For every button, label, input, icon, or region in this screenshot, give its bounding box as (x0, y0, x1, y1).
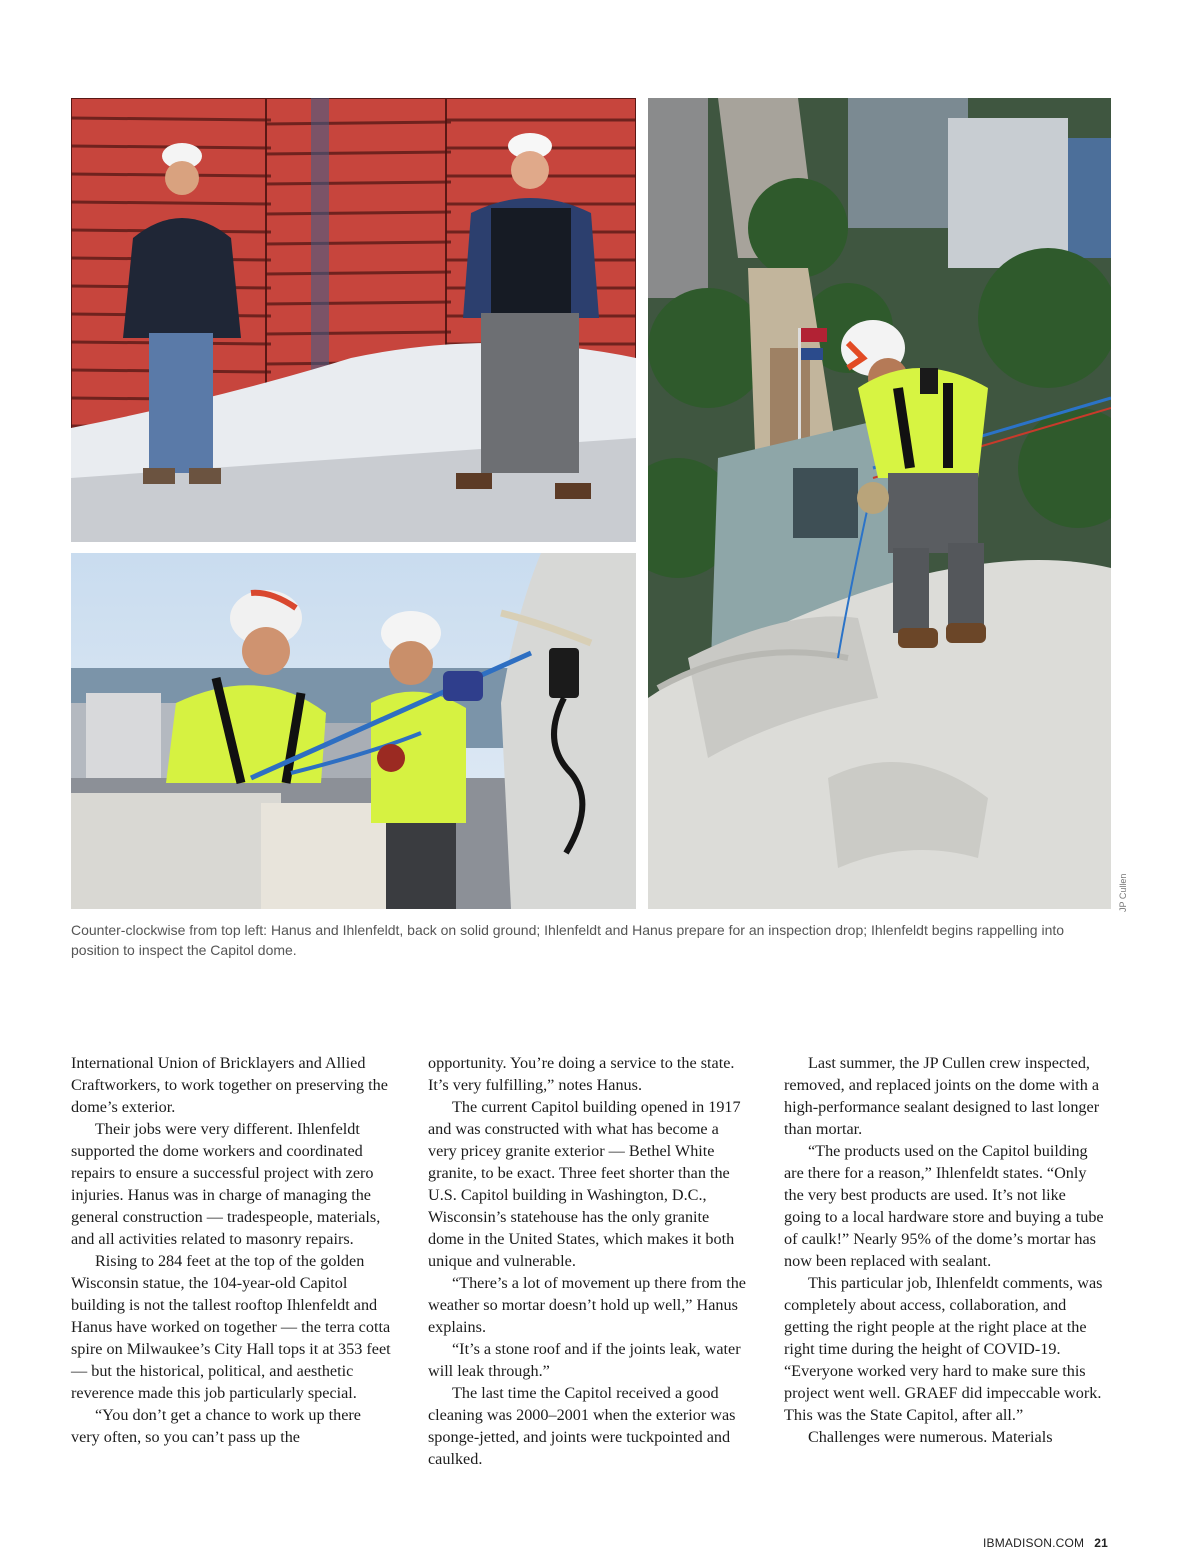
paragraph: opportunity. You’re doing a service to the state. It’s very fulfilling,” notes Hanus. (428, 1054, 735, 1094)
page-number: 21 (1094, 1536, 1108, 1550)
photo-inspection-drop-prep (71, 553, 636, 909)
article-column-2 (428, 1052, 748, 1470)
paragraph: “It’s a stone roof and if the joints leak, water will leak through.” (428, 1340, 741, 1380)
paragraph: International Union of Bricklayers and Allied Craftworkers, to work together on preserving the dome’s exterior. (71, 1054, 388, 1116)
paragraph: Last summer, the JP Cullen crew inspected, removed, and replaced joints on the dome with a high-performance sealant designed to last longer than mortar. (784, 1054, 1100, 1138)
paragraph: “There’s a lot of movement up there from the weather so mortar doesn’t hold up well,” Hanus explains. (428, 1274, 746, 1336)
article-column-3 (784, 1052, 1104, 1448)
photo-credit: JP Cullen (1118, 873, 1128, 912)
photo-inspection-drop-image (71, 553, 636, 909)
paragraph: Challenges were numerous. Materials (808, 1428, 1053, 1446)
photo-rappelling-dome (648, 98, 1111, 909)
paragraph: This particular job, Ihlenfeldt comments, was completely about access, collaboration, and getting the right people at the right place at the right time during the height of COVID-19. “Everyone worked very hard to make sure this project went well. GRAEF did impeccable work. This was the State Capitol, after all.” (784, 1274, 1103, 1424)
photo-hanus-ihlenfeldt-ground (71, 98, 636, 542)
article-column-1 (71, 1052, 391, 1448)
paragraph: Rising to 284 feet at the top of the golden Wisconsin statue, the 104-year-old Capitol building is not the tallest rooftop Ihlenfeldt and Hanus have worked on together — the terra cotta spire on Milwaukee’s City Hall tops it at 353 feet — but the historical, political, and aesthetic reverence made this job particularly special. (71, 1252, 391, 1402)
photo-rappelling-image (648, 98, 1111, 909)
page-footer (983, 1536, 1108, 1550)
paragraph: The current Capitol building opened in 1917 and was constructed with what has become a very pricey granite exterior — Bethel White granite, to be exact. Three feet shorter than the U.S. Capitol building in Washington, D.C., Wisconsin’s statehouse has the only granite dome in the United States, which makes it both unique and vulnerable. (428, 1098, 741, 1270)
paragraph: “You don’t get a chance to work up there very often, so you can’t pass up the (71, 1406, 361, 1446)
photo-hanus-ihlenfeldt-image (71, 98, 636, 542)
paragraph: The last time the Capitol received a good cleaning was 2000–2001 when the exterior was sponge-jetted, and joints were tuckpointed and caulked. (428, 1384, 736, 1468)
paragraph: “The products used on the Capitol building are there for a reason,” Ihlenfeldt states. “Only the very best products are used. It’s not like going to a local hardware store and buying a tube of caulk!” Nearly 95% of the dome’s mortar has now been replaced with sealant. (784, 1142, 1104, 1270)
paragraph: Their jobs were very different. Ihlenfeldt supported the dome workers and coordinated repairs to ensure a successful project with zero injuries. Hanus was in charge of managing the general construction — tradespeople, materials, and all activities related to masonry repairs. (71, 1120, 381, 1248)
website-name: IBMADISON.COM (982, 1536, 1085, 1550)
photo-caption: Counter-clockwise from top left: Hanus and Ihlenfeldt, back on solid ground; Ihlenfeldt and Hanus prepare for an inspection drop; Ihlenfeldt begins rappelling into position to inspect the Capitol dome. (71, 922, 1065, 958)
